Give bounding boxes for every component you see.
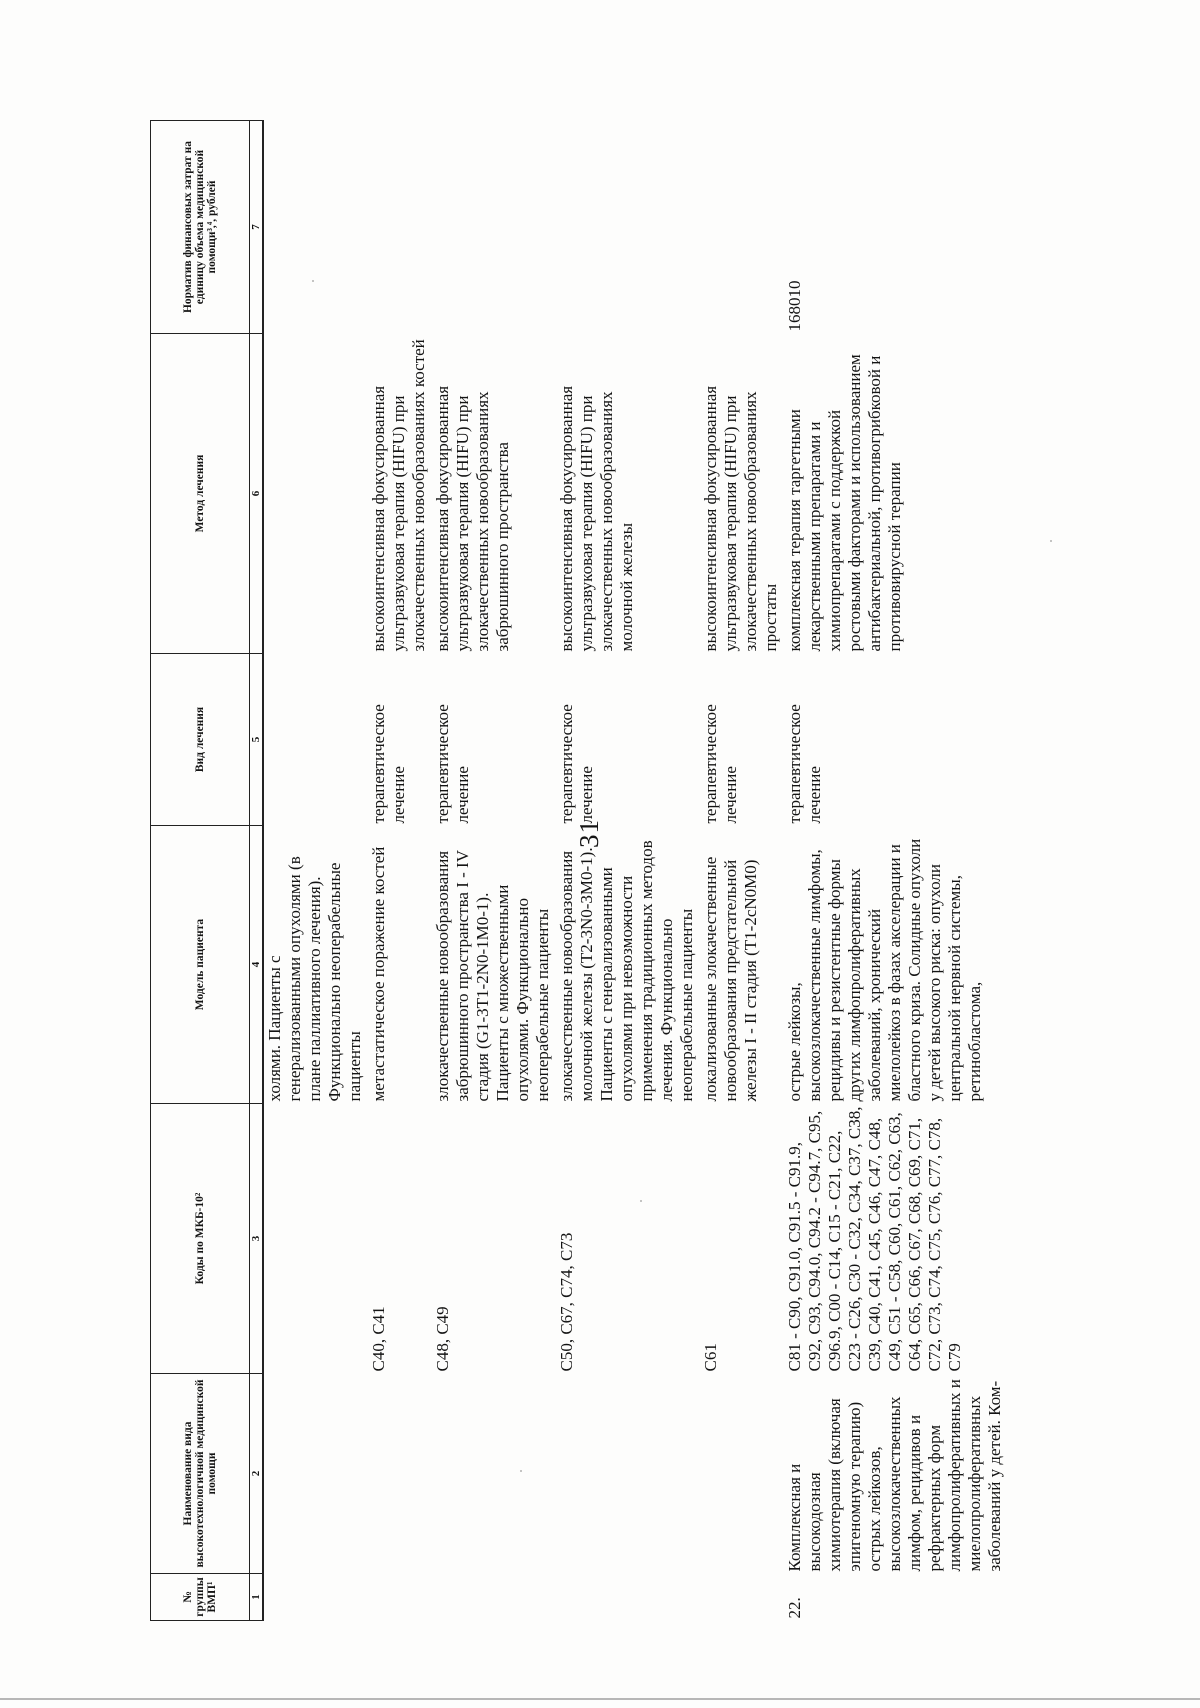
cell-group-no xyxy=(556,1574,700,1621)
cell-patient-model: злокачественные новообразования молочной железы (T2-3N0-3M0-1). Пациенты с генерализованными опухолями при невозможности применения традиционных методов лечения. Функционально неоперабельные пациенты xyxy=(557,840,696,1102)
header-icd-codes: Коды по МКБ-10² xyxy=(151,1104,250,1374)
column-number: 7 xyxy=(250,121,264,334)
cell-patient-model: локализованные злокачественные новообразования предстательной железы I - II стадия (T1-2cN0M0) xyxy=(701,856,760,1102)
vmp-table xyxy=(150,120,1008,1621)
cell-icd-codes: C81 - C90, C91.0, C91.5 - C91.9, C92, C93, C94.0, C94.2 - C94.7, C95, C96.9, C00 - C14, C15 - C21, C22, C23 - C26, C30 - C32, C34, C37, C38, C39, C40, C41, C45, C46, C47, C48, C49, C51 - C58, C60, C61, C62, C63, C64, C65, C66, C67, C68, C69, C71, C72, C73, C74, C75, C76, C77, C78, C79 xyxy=(785,1106,964,1372)
cell-treatment-type: терапевтическое лечение xyxy=(785,704,824,824)
cell-vmp-name xyxy=(432,1374,556,1574)
column-number: 6 xyxy=(250,334,264,654)
header-cost-norm: Норматив финансовых затрат на единицу объема медицинской помощи³,⁴, рублей xyxy=(151,121,250,334)
table-row xyxy=(556,121,700,1621)
column-number: 3 xyxy=(250,1104,264,1374)
cell-cost-norm: 168010 xyxy=(785,280,804,332)
cell-patient-model: холями. Пациенты с генерализованными опухолями (в плане паллиативного лечения). Функционально неоперабельные пациенты xyxy=(265,856,364,1102)
table-row xyxy=(263,121,368,1621)
cell-treatment-type xyxy=(263,654,368,826)
cell-treatment-method: высокоинтенсивная фокусированная ультразвуковая терапия (HIFU) при злокачественных новообразованиях забрюшинного пространства xyxy=(433,385,512,652)
cell-icd-codes: C50, C67, C74, C73 xyxy=(557,1232,576,1372)
cell-treatment-method: высокоинтенсивная фокусированная ультразвуковая терапия (HIFU) при злокачественных новообразованиях простаты xyxy=(701,385,780,652)
cell-cost-norm xyxy=(368,121,432,334)
table-row xyxy=(368,121,432,1621)
cell-cost-norm xyxy=(432,121,556,334)
table-row xyxy=(700,121,784,1621)
scan-speck xyxy=(1050,540,1052,542)
header-vmp-name: Наименование вида высокотехнологичной медицинской помощи xyxy=(151,1374,250,1574)
cell-patient-model: острые лейкозы, высокозлокачественные лимфомы, рецидивы и резистентные формы других лимфопролиферативных заболеваний, хронический миелолейкоз в фазах акселерации и бластного криза. Солидные опухоли у детей высокого риска: опухоли центральной нервной системы, ретинобластома, xyxy=(785,838,984,1102)
cell-group-no xyxy=(432,1574,556,1621)
column-number-row xyxy=(250,121,264,1621)
cell-treatment-method: высокоинтенсивная фокусированная ультразвуковая терапия (HIFU) при злокачественных новообразованиях костей xyxy=(369,339,428,652)
cell-group-no xyxy=(263,1574,368,1621)
table-row xyxy=(784,121,1008,1621)
cell-icd-codes: C48, C49 xyxy=(433,1306,452,1372)
cell-icd-codes: C40, C41 xyxy=(369,1306,388,1372)
header-group-no: № группы ВМП¹ xyxy=(151,1574,250,1621)
scan-speck xyxy=(520,1470,522,1472)
header-treatment-method: Метод лечения xyxy=(151,334,250,654)
scan-speck xyxy=(312,280,314,282)
cell-treatment-method xyxy=(263,334,368,654)
scan-speck xyxy=(640,1200,642,1202)
scan-edge-line xyxy=(0,1698,1200,1700)
header-patient-model: Модель пациента xyxy=(151,826,250,1104)
cell-vmp-name xyxy=(700,1374,784,1574)
cell-cost-norm xyxy=(700,121,784,334)
cell-treatment-type: терапевтическое лечение xyxy=(557,704,596,824)
cell-treatment-method: комплексная терапия таргетными лекарственными препаратами и химиопрепаратами с поддержкой ростовыми факторами и использованием антибактериальной, противогрибковой и противовирусной терапии xyxy=(785,354,904,652)
cell-treatment-type: терапевтическое лечение xyxy=(369,704,408,824)
header-row xyxy=(151,121,250,1621)
cell-icd-codes xyxy=(263,1104,368,1374)
cell-treatment-type: терапевтическое лечение xyxy=(701,704,740,824)
cell-patient-model: метастатическое поражение костей xyxy=(369,846,388,1102)
column-number: 5 xyxy=(250,654,264,826)
cell-cost-norm xyxy=(263,121,368,334)
cell-treatment-type: терапевтическое лечение xyxy=(433,704,472,824)
cell-vmp-name xyxy=(556,1374,700,1574)
cell-group-no: 22. xyxy=(785,1597,804,1619)
cell-vmp-name xyxy=(263,1374,368,1574)
cell-vmp-name: Комплексная и высокодозная химиотерапия (включая эпигеномную терапию) острых лейкозов, высокозлокачественных лимфом, рецидивов и рефрактерных форм лимфопролиферативных и миелопролиферативных заболеваний у детей. Ком- xyxy=(785,1379,1004,1572)
column-number: 2 xyxy=(250,1374,264,1574)
rotated-table-wrapper xyxy=(150,121,1082,1621)
column-number: 1 xyxy=(250,1574,264,1621)
cell-vmp-name xyxy=(368,1374,432,1574)
cell-cost-norm xyxy=(556,121,700,334)
column-number: 4 xyxy=(250,826,264,1104)
cell-icd-codes: C61 xyxy=(701,1343,720,1372)
cell-patient-model: злокачественные новообразования забрюшинного пространства I - IV стадия (G1-3T1-2N0-1M0-1). Пациенты с множественными опухолями. Функционально неоперабельные пациенты xyxy=(433,850,552,1102)
cell-treatment-method: высокоинтенсивная фокусированная ультразвуковая терапия (HIFU) при злокачественных новообразованиях молочной железы xyxy=(557,385,636,652)
cell-group-no xyxy=(700,1574,784,1621)
page-number: 31 xyxy=(574,819,604,848)
cell-group-no xyxy=(368,1574,432,1621)
header-treatment-type: Вид лечения xyxy=(151,654,250,826)
table-row xyxy=(432,121,556,1621)
